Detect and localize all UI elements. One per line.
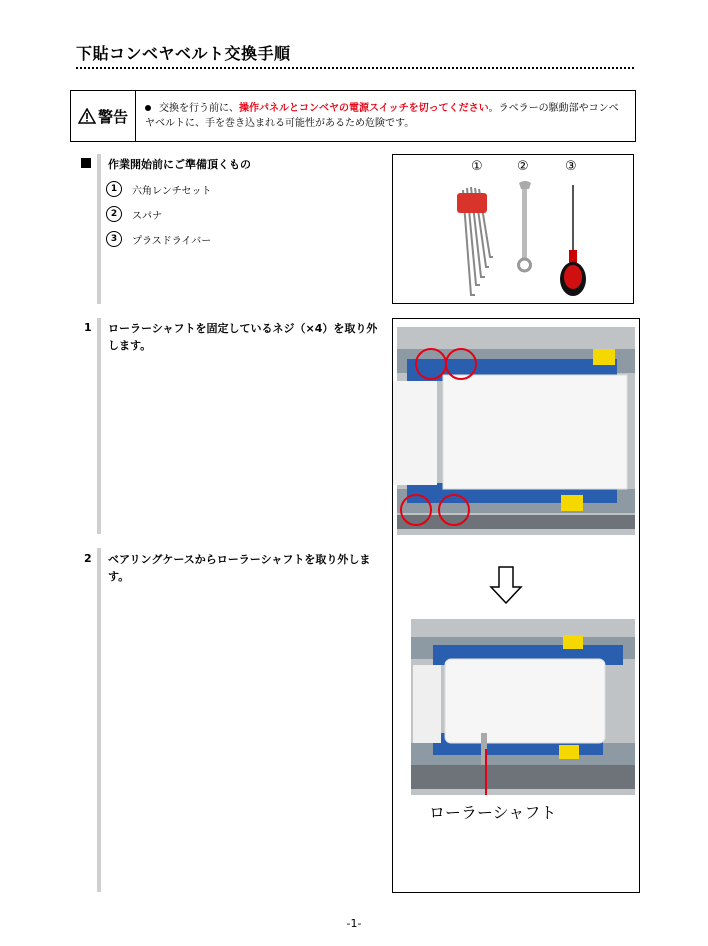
step-text: ローラーシャフトを固定しているネジ（×4）を取り外します。 <box>108 322 378 352</box>
warning-triangle-icon <box>78 108 96 124</box>
circled-number-2: 2 <box>106 206 122 222</box>
step-number: 2 <box>84 552 92 565</box>
prep-item-label: プラスドライバー <box>132 235 212 247</box>
conveyor-photo-bottom <box>411 619 635 795</box>
prep-item <box>106 181 212 197</box>
page-title: 下貼コンベヤベルト交換手順 <box>76 44 291 63</box>
warning-text-red: 操作パネルとコンベヤの電源スイッチを切ってください <box>239 103 489 114</box>
section-bar <box>97 318 101 534</box>
tool-label: ③ <box>565 159 577 174</box>
section-bar <box>97 548 101 892</box>
screwdriver-icon <box>560 185 586 296</box>
circled-number-3: 3 <box>106 231 122 247</box>
step-number: 1 <box>84 321 92 334</box>
prep-item-label: 六角レンチセット <box>132 185 212 197</box>
warning-text <box>145 101 625 131</box>
conveyor-photo-frame <box>392 318 640 893</box>
warning-text-after: 。ラベラーの駆動部やコンベヤベルトに、手を巻き込まれる可能性があるため危険です。 <box>145 103 619 129</box>
tool-label: ② <box>517 159 529 174</box>
warning-label <box>71 91 136 141</box>
prep-item <box>106 231 211 247</box>
spanner-icon <box>519 181 532 271</box>
warning-box <box>70 90 636 142</box>
circled-number-1: 1 <box>106 181 122 197</box>
section-square-icon <box>81 158 91 168</box>
hex-holder <box>457 193 487 213</box>
roller-shaft-callout: ローラーシャフト <box>429 803 557 822</box>
tools-illustration <box>393 155 633 303</box>
bullet-icon <box>145 105 151 111</box>
section-bar <box>97 154 101 304</box>
title-divider <box>76 67 634 69</box>
page-number: -1- <box>346 917 362 930</box>
prep-title: 作業開始前にご準備頂くもの <box>108 158 251 171</box>
prep-item <box>106 206 162 222</box>
tools-image <box>392 154 634 304</box>
prep-item-label: スパナ <box>132 210 162 222</box>
down-arrow-icon <box>491 567 521 603</box>
warning-label-text: 警告 <box>97 107 128 126</box>
step-text: ベアリングケースからローラーシャフトを取り外します。 <box>108 553 371 583</box>
warning-text-before: 交換を行う前に、 <box>159 103 239 114</box>
conveyor-photo-top <box>393 327 635 535</box>
tool-label: ① <box>471 159 483 174</box>
